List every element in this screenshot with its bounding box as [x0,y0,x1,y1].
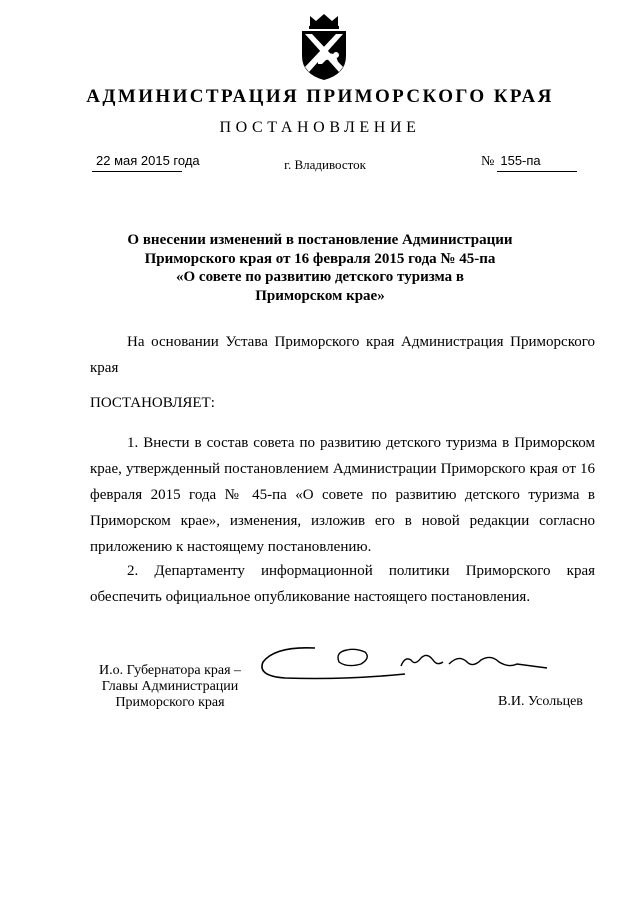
document-date: 22 мая 2015 года [96,153,200,168]
title-line: Приморском крае» [255,287,385,304]
basis-paragraph: На основании Устава Приморского края Администрация Приморского края [90,334,595,376]
number-value: 155-па [500,153,541,168]
document-title [120,231,520,305]
title-line: О внесении изменений в постановление Администрации [127,232,513,248]
role-line: Приморского края [115,695,225,710]
title-line: Приморского края от 16 февраля 2015 года № 45-па [144,250,496,267]
decree-word: ПОСТАНОВЛЯЕТ: [90,395,215,411]
coat-of-arms-icon [296,12,352,82]
item-2-paragraph: 2. Департаменту информационной политики Приморского края обеспечить официальное опубликование настоящего постановления. [90,563,595,605]
role-line: И.о. Губернатора края – [98,663,242,678]
document-number [481,153,541,170]
item-1-paragraph: 1. Внести в состав совета по развитию детского туризма в Приморском крае, утвержденный постановлением Администрации Приморского края от 16 февраля 2015 года № 45-па «О совете по развитию детского туризма в Приморском крае», изменения, изложив его в новой редакции согласно приложению к настоящему постановлению. [90,435,595,555]
role-line: Главы Администрации [101,679,239,694]
signatory-role [80,663,260,711]
document-type: ПОСТАНОВЛЕНИЕ [219,119,421,136]
title-line: «О совете по развитию детского туризма в [176,269,464,285]
date-underline [92,171,182,172]
number-underline [497,171,577,172]
document-city: г. Владивосток [284,157,366,172]
organization-name: АДМИНИСТРАЦИЯ ПРИМОРСКОГО КРАЯ [86,86,554,107]
handwritten-signature-icon [255,638,555,688]
signatory-name: В.И. Усольцев [498,694,583,709]
number-label: № [481,154,495,169]
